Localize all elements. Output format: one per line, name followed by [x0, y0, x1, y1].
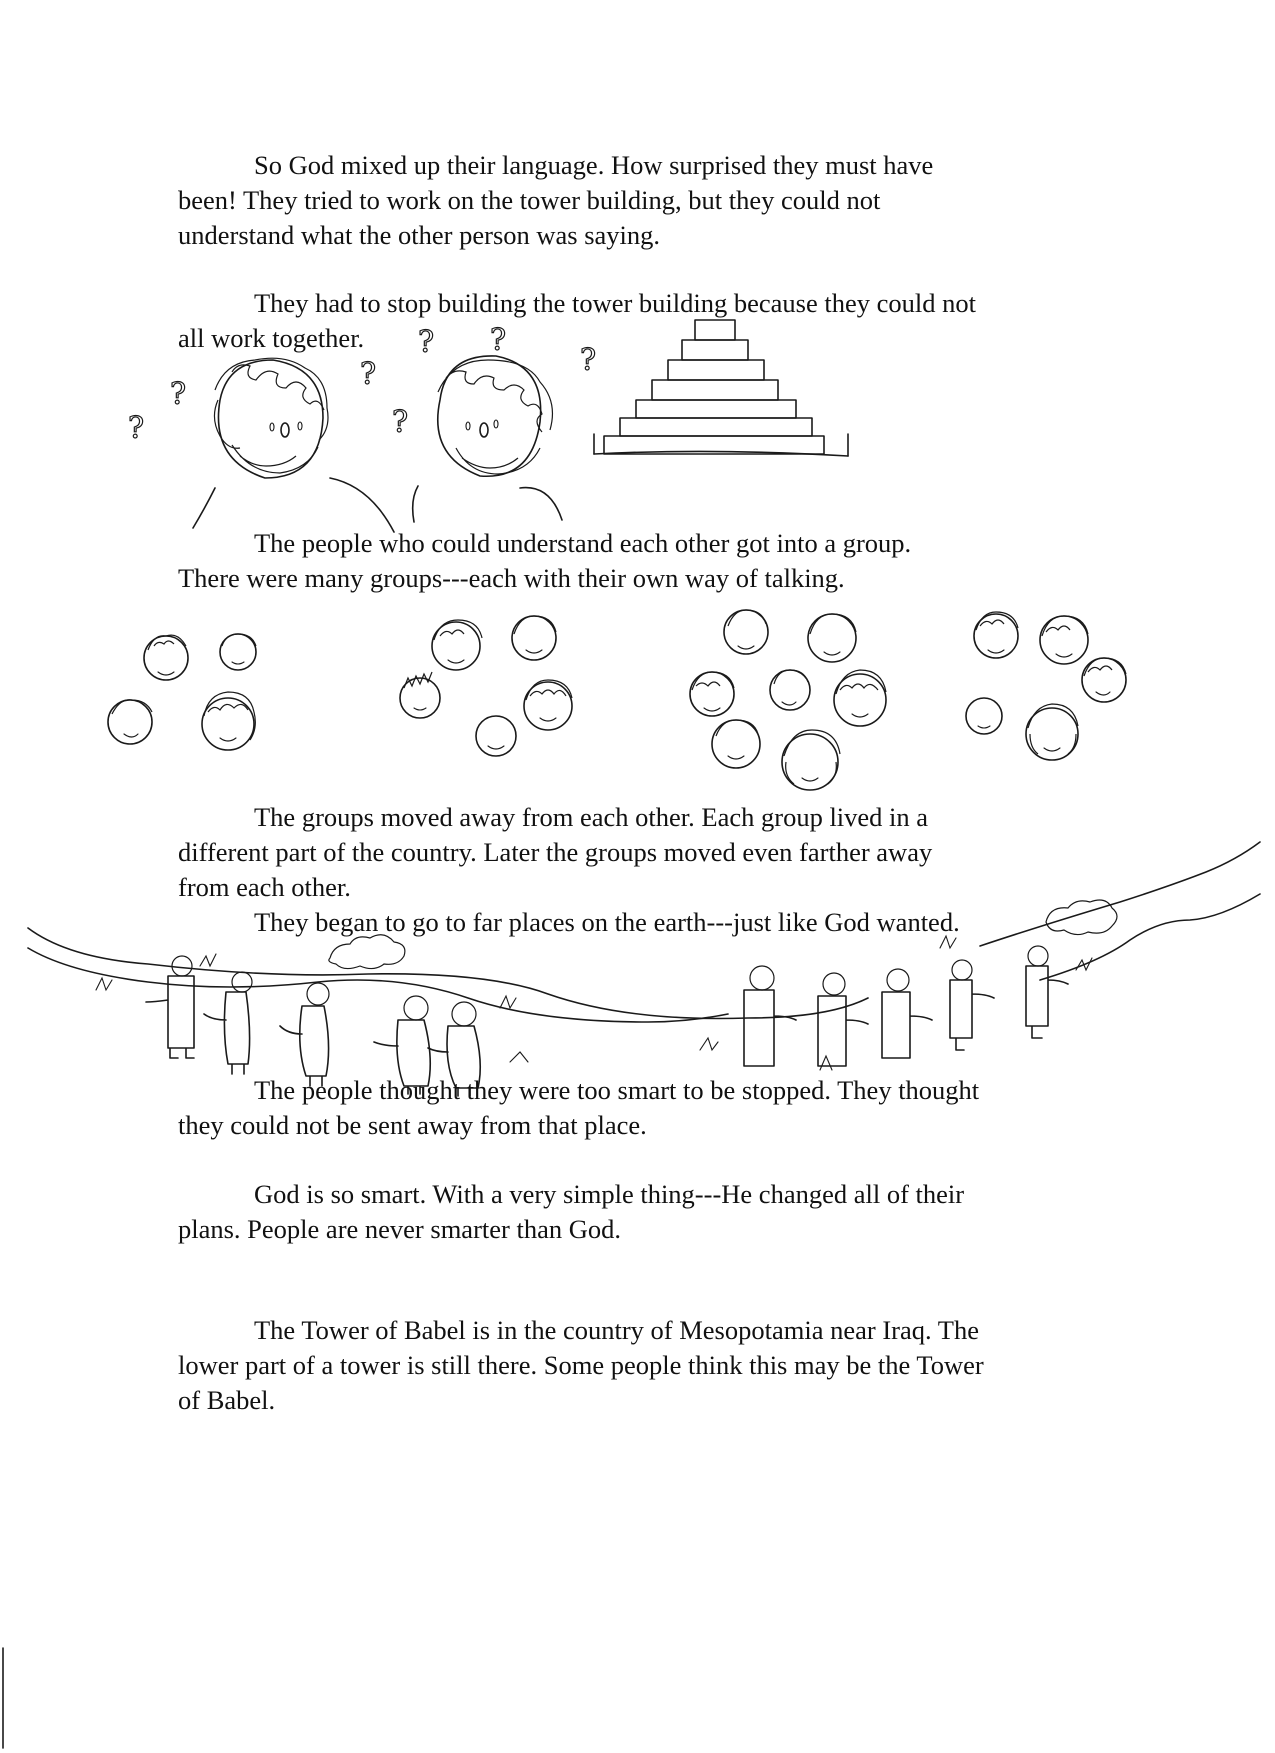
face-group-3 — [690, 610, 886, 790]
paragraph-mixed-language: So God mixed up their language. How surprised they must have been! They tried to work on the tower building, but they could not understand what the other person was saying. — [178, 150, 934, 250]
question-mark-7: ? — [580, 343, 597, 378]
question-mark-4: ? — [392, 405, 409, 440]
face-group-2 — [400, 616, 572, 756]
question-mark-6: ? — [490, 323, 507, 358]
face-group-1 — [108, 634, 256, 750]
question-mark-3: ? — [360, 357, 377, 392]
road-upper-left — [28, 928, 868, 1019]
paragraph-god-is-smart: God is so smart. With a very simple thing---He changed all of their plans. People are never smarter than God. — [178, 1179, 965, 1244]
groups-of-faces-illustration — [108, 610, 1126, 790]
paragraph-groups-formed: The people who could understand each other got into a group. There were many groups---each with their own way of talking. — [178, 528, 912, 593]
question-mark-1: ? — [128, 411, 145, 446]
face-group-4 — [966, 612, 1126, 760]
question-mark-5: ? — [418, 325, 435, 360]
walker-group-right — [744, 946, 1068, 1066]
paragraph-stop-building: They had to stop building the tower building because they could not all work together. — [178, 288, 976, 353]
question-mark-2: ? — [170, 377, 187, 412]
road-lower-left — [28, 948, 728, 1022]
confused-face-right — [413, 356, 562, 522]
paragraph-far-places: They began to go to far places on the earth---just like God wanted. — [254, 907, 960, 937]
paragraph-groups-moved: The groups moved away from each other. Each group lived in a different part of the country. Later the groups moved even farther away from each other. — [178, 802, 933, 902]
paragraph-too-smart: The people thought they were too smart to be stopped. They thought they could not be sent away from that place. — [178, 1075, 980, 1140]
paragraph-tower-location: The Tower of Babel is in the country of Mesopotamia near Iraq. The lower part of a tower is still there. Some people think this may be the Tower of Babel. — [178, 1315, 984, 1415]
